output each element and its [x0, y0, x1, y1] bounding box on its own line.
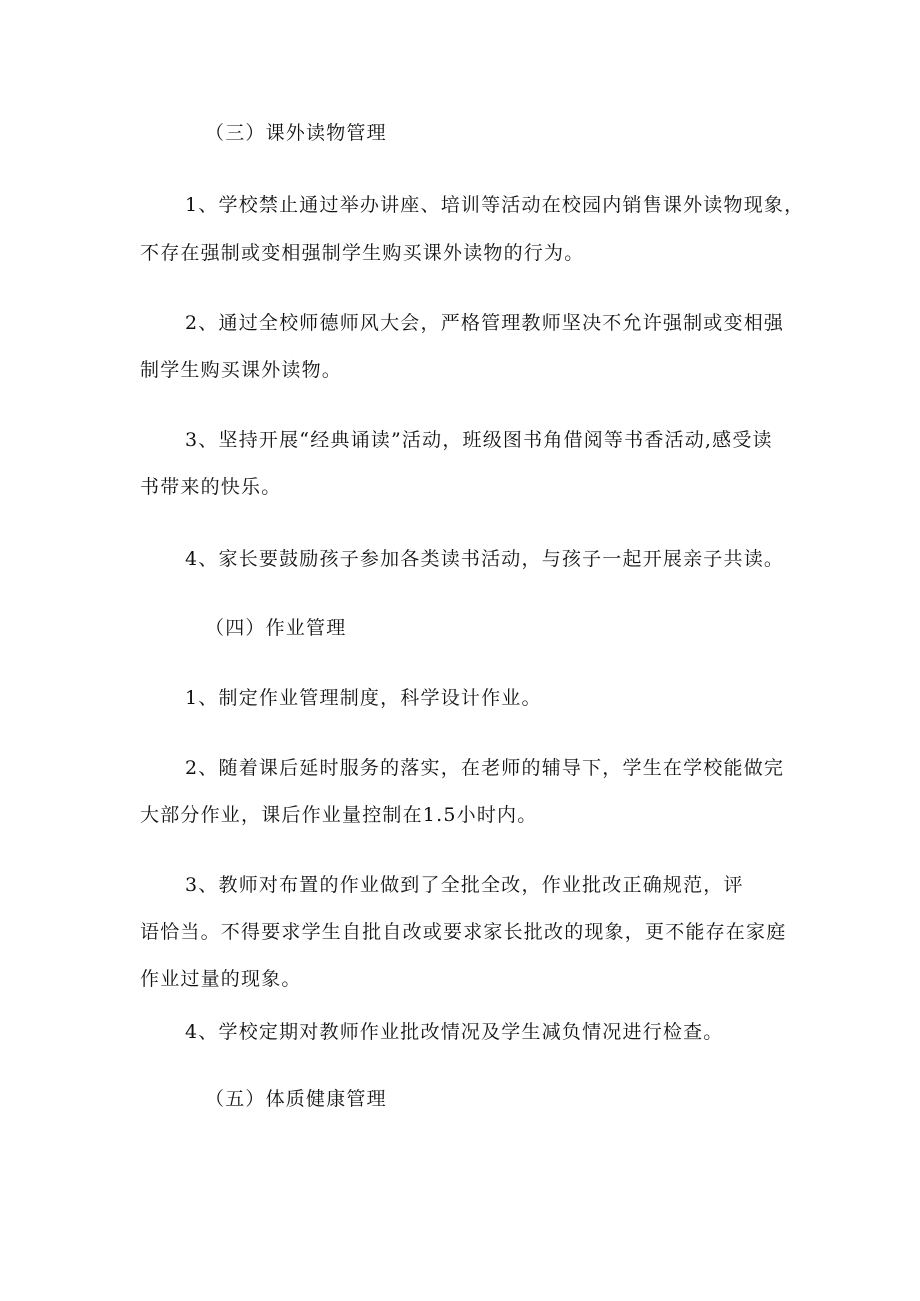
paragraph-line: 作业过量的现象。 [140, 968, 302, 990]
paragraph-line: 2、随着课后延时服务的落实，在老师的辅导下，学生在学校能做完 [185, 757, 785, 779]
paragraph-line: 1、学校禁止通过举办讲座、培训等活动在校园内销售课外读物现象， [185, 194, 805, 216]
paragraph-line: 语恰当。不得要求学生自批自改或要求家长批改的现象，更不能存在家庭 [140, 921, 787, 943]
paragraph-line: 书带来的快乐。 [140, 476, 282, 498]
paragraph-line: 2、通过全校师德师风大会，严格管理教师坚决不允许强制或变相强 [185, 312, 785, 334]
paragraph-line: 4、家长要鼓励孩子参加各类读书活动，与孩子一起开展亲子共读。 [185, 548, 785, 570]
paragraph-line: 不存在强制或变相强制学生购买课外读物的行为。 [140, 242, 585, 264]
paragraph-line: 3、坚持开展“经典诵读”活动，班级图书角借阅等书香活动,感受读 [185, 429, 773, 451]
section-heading-extracurricular-reading: （三）课外读物管理 [205, 122, 387, 144]
paragraph-line: 制学生购买课外读物。 [140, 359, 343, 381]
paragraph-line: 3、教师对布置的作业做到了全批全改，作业批改正确规范，评 [185, 874, 744, 896]
paragraph-line: 大部分作业，课后作业量控制在1.5小时内。 [140, 804, 538, 826]
paragraph-line: 4、学校定期对教师作业批改情况及学生减负情况进行检查。 [185, 1021, 724, 1043]
section-heading-homework: （四）作业管理 [205, 617, 347, 639]
paragraph-line: 1、制定作业管理制度，科学设计作业。 [185, 687, 542, 709]
section-heading-physical-health: （五）体质健康管理 [205, 1088, 387, 1110]
